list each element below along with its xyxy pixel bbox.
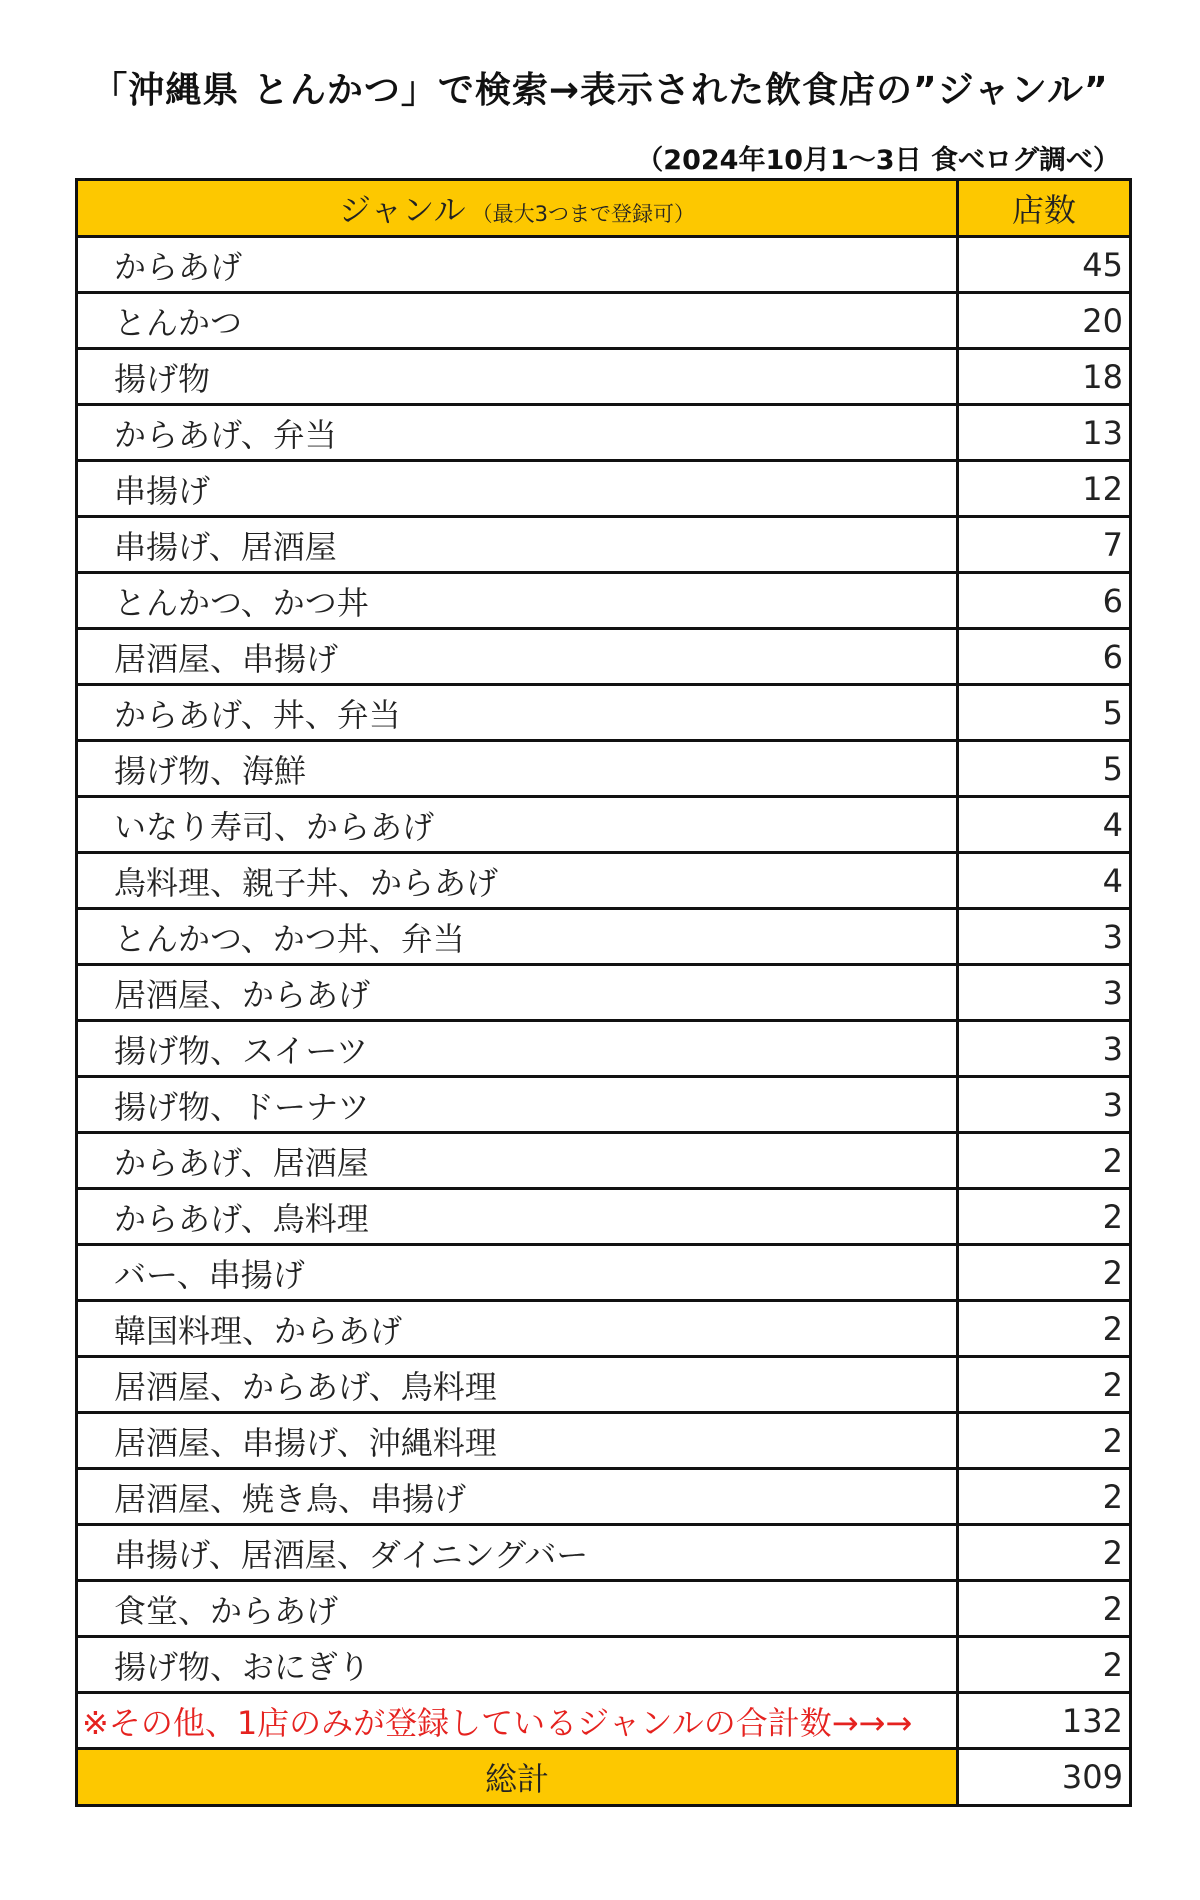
genre-cell: からあげ、鳥料理 [77, 1189, 958, 1245]
genre-cell: 鳥料理、親子丼、からあげ [77, 853, 958, 909]
count-cell: 4 [958, 853, 1131, 909]
count-cell: 2 [958, 1581, 1131, 1637]
source-note: （2024年10月1～3日 食べログ調べ） [636, 145, 1120, 176]
count-cell: 5 [958, 741, 1131, 797]
genre-cell: 揚げ物、ドーナツ [77, 1077, 958, 1133]
genre-cell: 居酒屋、焼き鳥、串揚げ [77, 1469, 958, 1525]
count-cell: 5 [958, 685, 1131, 741]
genre-cell: からあげ、弁当 [77, 405, 958, 461]
table-row [77, 1581, 1131, 1637]
count-cell: 2 [958, 1469, 1131, 1525]
genre-cell: いなり寿司、からあげ [77, 797, 958, 853]
genre-cell: からあげ [77, 237, 958, 293]
table-row [77, 685, 1131, 741]
table-row [77, 1413, 1131, 1469]
count-cell: 4 [958, 797, 1131, 853]
other-genres-label: ※その他、1店のみが登録しているジャンルの合計数→→→ [77, 1693, 958, 1749]
count-cell: 2 [958, 1245, 1131, 1301]
count-cell: 3 [958, 965, 1131, 1021]
count-cell: 2 [958, 1133, 1131, 1189]
table-row [77, 1133, 1131, 1189]
table-row [77, 1301, 1131, 1357]
genre-header-label: ジャンル [339, 191, 466, 229]
genre-cell: 居酒屋、串揚げ [77, 629, 958, 685]
table-row [77, 1189, 1131, 1245]
genre-cell: 居酒屋、からあげ [77, 965, 958, 1021]
genre-cell: 居酒屋、からあげ、鳥料理 [77, 1357, 958, 1413]
table-row [77, 1245, 1131, 1301]
genre-cell: 串揚げ、居酒屋、ダイニングバー [77, 1525, 958, 1581]
genre-cell: 韓国料理、からあげ [77, 1301, 958, 1357]
count-cell: 3 [958, 1077, 1131, 1133]
count-cell: 6 [958, 573, 1131, 629]
table-row [77, 349, 1131, 405]
genre-cell: とんかつ [77, 293, 958, 349]
table-row [77, 1021, 1131, 1077]
table-row [77, 797, 1131, 853]
genre-cell: 揚げ物、スイーツ [77, 1021, 958, 1077]
count-cell: 2 [958, 1189, 1131, 1245]
table-row [77, 1469, 1131, 1525]
genre-cell: 食堂、からあげ [77, 1581, 958, 1637]
count-cell: 2 [958, 1637, 1131, 1693]
table-row [77, 853, 1131, 909]
count-cell: 3 [958, 1021, 1131, 1077]
table-row [77, 573, 1131, 629]
genre-cell: 揚げ物、海鮮 [77, 741, 958, 797]
genre-cell: とんかつ、かつ丼 [77, 573, 958, 629]
genre-cell: 串揚げ [77, 461, 958, 517]
table-row [77, 1077, 1131, 1133]
table-row [77, 293, 1131, 349]
genre-header-note: （最大3つまで登録可） [471, 202, 695, 226]
total-count: 309 [958, 1749, 1131, 1806]
other-genres-count: 132 [958, 1693, 1131, 1749]
table-row [77, 517, 1131, 573]
count-cell: 12 [958, 461, 1131, 517]
page-title: 「沖縄県 とんかつ」で検索→表示された飲食店の”ジャンル” [91, 70, 1109, 111]
genre-cell: とんかつ、かつ丼、弁当 [77, 909, 958, 965]
table-row [77, 1525, 1131, 1581]
count-cell: 2 [958, 1525, 1131, 1581]
genre-cell: からあげ、居酒屋 [77, 1133, 958, 1189]
table-row [77, 965, 1131, 1021]
table-row [77, 1637, 1131, 1693]
count-cell: 3 [958, 909, 1131, 965]
genre-cell: からあげ、丼、弁当 [77, 685, 958, 741]
genre-cell: 揚げ物 [77, 349, 958, 405]
genre-cell: 揚げ物、おにぎり [77, 1637, 958, 1693]
table-row [77, 741, 1131, 797]
count-cell: 2 [958, 1413, 1131, 1469]
count-cell: 20 [958, 293, 1131, 349]
table-row [77, 461, 1131, 517]
genre-cell: 串揚げ、居酒屋 [77, 517, 958, 573]
table-header-row [77, 180, 1131, 237]
genre-cell: バー、串揚げ [77, 1245, 958, 1301]
total-row [77, 1749, 1131, 1806]
count-cell: 13 [958, 405, 1131, 461]
genre-column-header [77, 180, 958, 237]
count-cell: 18 [958, 349, 1131, 405]
genre-table [75, 178, 1132, 1807]
table-row [77, 909, 1131, 965]
count-cell: 45 [958, 237, 1131, 293]
other-genres-row [77, 1693, 1131, 1749]
count-cell: 2 [958, 1301, 1131, 1357]
count-cell: 6 [958, 629, 1131, 685]
table-row [77, 237, 1131, 293]
table-row [77, 629, 1131, 685]
table-row [77, 1357, 1131, 1413]
genre-cell: 居酒屋、串揚げ、沖縄料理 [77, 1413, 958, 1469]
count-column-header: 店数 [958, 180, 1131, 237]
count-cell: 7 [958, 517, 1131, 573]
total-label: 総計 [77, 1749, 958, 1806]
table-row [77, 405, 1131, 461]
count-cell: 2 [958, 1357, 1131, 1413]
